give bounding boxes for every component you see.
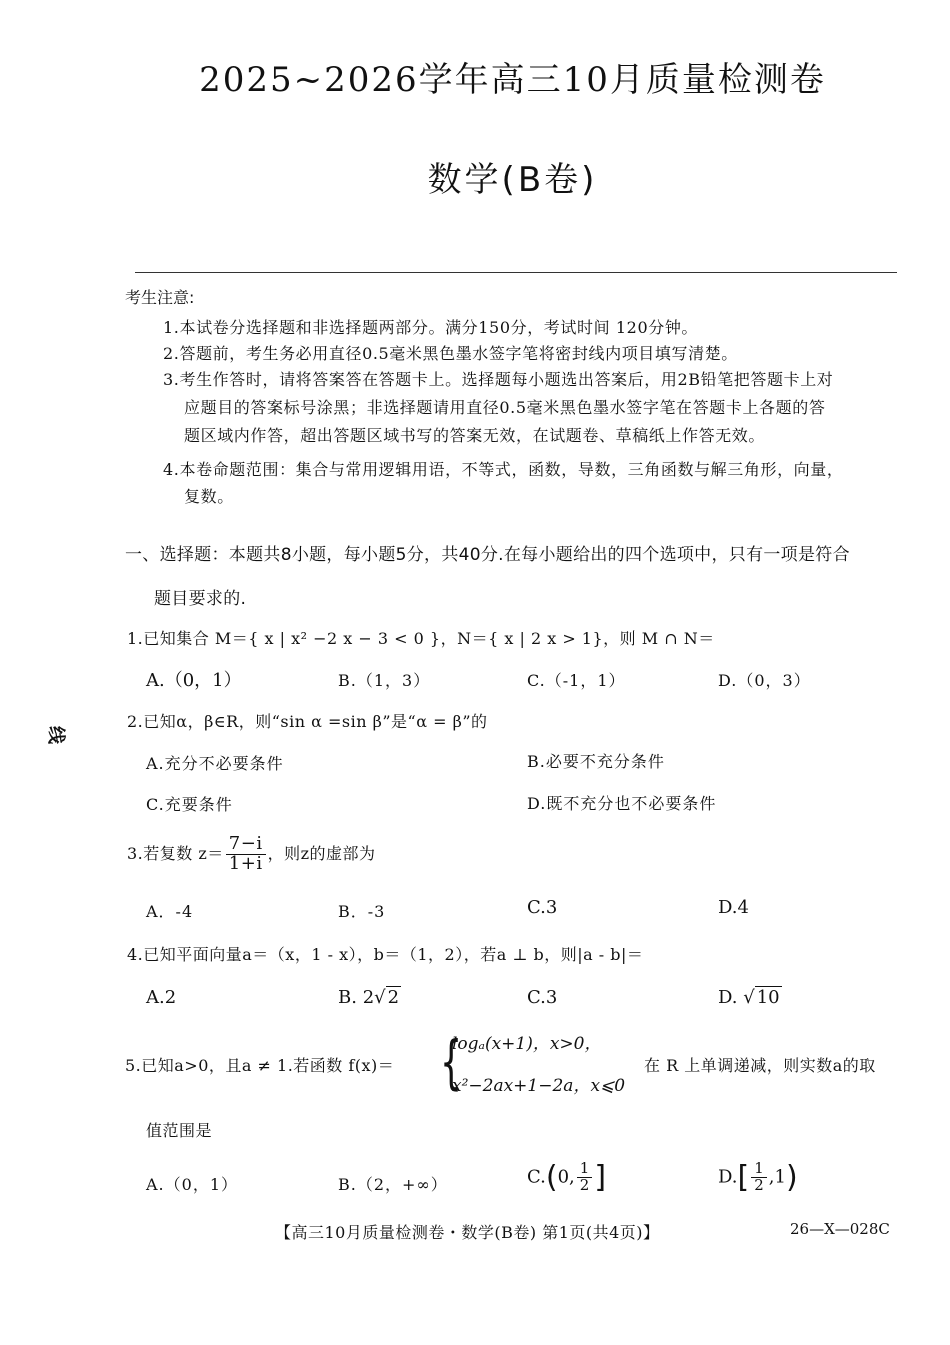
q4-option-b-radicand: 2 [387,987,400,1008]
divider-line [135,272,897,273]
question-1-stem: 1.已知集合 M＝{ x | x² −2 x − 3 < 0 }，N＝{ x | 2 x > 1}，则 M ∩ N＝ [127,629,715,648]
q5-option-a: A.（0，1） [146,1175,239,1194]
q1-option-d: D.（0，3） [718,671,811,690]
q5-c-right-bracket: ] [594,1160,607,1195]
q2-option-d: D.既不充分也不必要条件 [527,794,717,813]
q3-frac-denominator: 1+i [228,852,263,874]
q5-c-lower: 0 [557,1166,570,1188]
q5-c-den: 2 [579,1176,590,1194]
notice-item: 2.答题前，考生务必用直径0.5毫米黑色墨水签字笔将密封线内项目填写清楚。 [163,344,738,363]
q3-frac-numerator: 7−i [226,835,266,855]
q3-fraction [226,835,266,874]
q4-option-b: B. 2√ 2 [338,987,400,1008]
q4-option-c: C.3 [527,987,558,1008]
q4-option-d: D. √ 10 [718,987,780,1008]
q5-d-num: 1 [751,1161,767,1178]
page-footer: 【高三10月质量检测卷・数学(B卷) 第1页(共4页)】 [275,1223,660,1242]
q5-c-fraction [577,1161,593,1194]
q4-option-a: A.2 [146,987,177,1008]
notice-item: 应题目的答案标号涂黑；非选择题请用直径0.5毫米黑色墨水签字笔在答题卡上各题的答 [184,398,826,417]
q3-option-d: D.4 [718,897,749,918]
q5-option-d-label: D. [718,1166,738,1188]
exam-subtitle: 数学(B卷) [427,160,598,200]
q5-d-fraction [751,1161,767,1194]
q5-option-c: C.(0, $\frac{1}{2}$ ] [527,1159,607,1195]
q5-piecewise-function [440,1027,640,1097]
q4-option-b-label: B. [338,987,357,1008]
q5-option-d: D.[ $\frac{1}{2}$ ,1) [718,1159,798,1195]
q5-c-left-bracket: ( [545,1160,558,1195]
q4-option-d-label: D. [718,987,738,1008]
q2-option-a: A.充分不必要条件 [146,754,284,773]
exam-title: 2025~2026学年高三10月质量检测卷 [199,60,826,100]
q1-option-c: C.（-1，1） [527,671,626,690]
notice-item: 4.本卷命题范围：集合与常用逻辑用语，不等式，函数，导数，三角函数与解三角形，向量， [163,460,844,479]
q3-option-a: A．-4 [146,902,194,921]
q5-d-upper: 1 [774,1166,786,1188]
q5-option-c-label: C. [527,1166,546,1188]
notice-item: 复数。 [184,487,234,506]
q4-option-b-coef: 2 [362,987,375,1008]
section-heading-cont: 题目要求的. [154,589,247,609]
q3-option-b: B．-3 [338,902,386,921]
q5-case-2: x²−2ax+1−2a，x⩽0 [452,1076,626,1096]
q2-option-b: B.必要不充分条件 [527,752,665,771]
question-5-stem: 5.已知a>0，且a ≠ 1.若函数 f(x)＝ [125,1056,395,1075]
q4-option-d-radicand: 10 [756,987,780,1008]
q5-c-num: 1 [577,1161,593,1178]
q3-option-c: C.3 [527,897,558,918]
binding-line-mark: 线 [45,726,66,744]
q5-d-left-bracket: [ [737,1160,750,1195]
question-2-stem: 2.已知α，β∈R，则“sin α =sin β”是“α = β”的 [127,712,488,731]
q1-option-b: B.（1，3） [338,671,431,690]
notice-item: 1.本试卷分选择题和非选择题两部分。满分150分，考试时间 120分钟。 [163,318,699,337]
section-heading: 一、选择题：本题共8小题，每小题5分，共40分.在每小题给出的四个选项中，只有一项是符合 [125,545,850,565]
q5-d-den: 2 [754,1176,764,1194]
notice-heading: 考生注意: [125,288,195,307]
notice-item: 题区域内作答，超出答题区域书写的答案无效，在试题卷、草稿纸上作答无效。 [184,426,766,445]
q5-d-right-bracket: ) [785,1160,798,1195]
q5-option-b: B.（2，+∞） [338,1175,448,1194]
q5-brace: { [440,1028,463,1096]
q2-option-c: C.充要条件 [146,795,233,814]
question-5-stem-post: 在 R 上单调递减，则实数a的取 [644,1056,876,1075]
exam-code: 26—X—028C [790,1220,890,1238]
question-3-stem [127,835,376,874]
q3-stem-post: ，则z的虚部为 [267,843,376,863]
q3-stem-pre: 3.若复数 z＝ [127,843,224,863]
q1-option-a: A.（0，1） [146,670,242,691]
question-5-stem-line2: 值范围是 [146,1121,213,1140]
notice-item: 3.考生作答时，请将答案答在答题卡上。选择题每小题选出答案后，用2B铅笔把答题卡上对 [163,370,834,389]
q5-case-1: logₐ(x+1)，x>0， [452,1034,602,1054]
question-4-stem: 4.已知平面向量a＝（x，1 - x），b＝（1，2），若a ⊥ b，则|a - b|＝ [127,945,644,964]
